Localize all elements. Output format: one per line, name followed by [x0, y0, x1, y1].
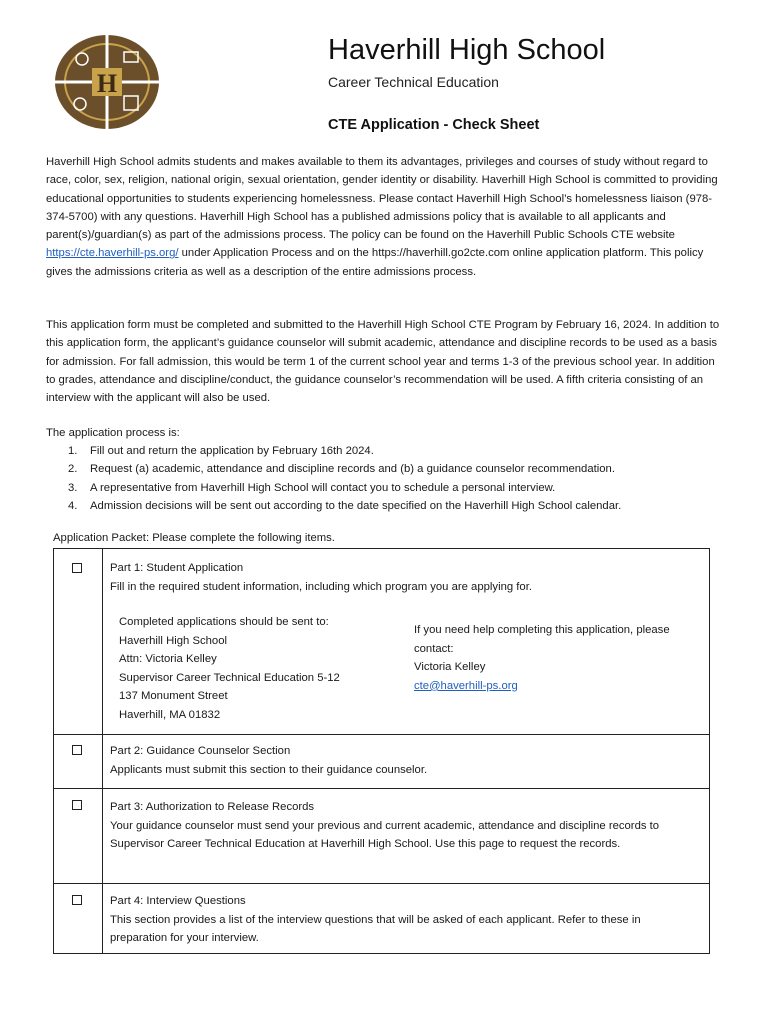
part4-cell: [110, 892, 700, 948]
part1-description: Fill in the required student information, including which program you are applying for.: [110, 580, 532, 593]
cte-website-link[interactable]: https://cte.haverhill-ps.org/: [46, 247, 179, 260]
part3-title: Part 3: Authorization to Release Records: [110, 801, 315, 813]
school-logo: [52, 32, 162, 132]
contact-email-link[interactable]: cte@haverhill-ps.org: [414, 679, 518, 692]
process-label: The application process is:: [46, 427, 180, 439]
part2-cell: [110, 742, 700, 779]
svg-text:H: H: [96, 69, 118, 98]
school-subtitle: Career Technical Education: [328, 74, 499, 90]
part1-cell: [110, 559, 700, 596]
nondiscrimination-paragraph: Haverhill High School admits students and makes available to them its advantages, privileges and courses of study without regard to race, color, sex, religion, national origin, sexual orientation, gender identity or disability. Haverhill High School is committed to providing educational opportunities to students experiencing homelessness. Please contact Haverhill High School’s homelessness liaison (978-374-5700) with any questions. Haverhill High School has a published admissions policy that is available to all applicants and parent(s)/guardian(s) as part of the admissions process. The policy can be found on the Haverhill Public Schools CTE website https://cte.haverhill-ps.org/ under Application Process and on the https://haverhill.go2cte.com online application platform. This policy gives the admissions criteria as well as a description of the entire admissions process.: [46, 156, 718, 278]
list-item: 4. Admission decisions will be sent out according to the date specified on the Haverhill High School calendar.: [68, 499, 622, 512]
row-divider: [54, 883, 709, 884]
row-divider: [54, 734, 709, 735]
list-item: 2. Request (a) academic, attendance and discipline records and (b) a guidance counselor recommendation.: [68, 463, 615, 476]
row-divider: [54, 788, 709, 789]
mailing-address: Completed applications should be sent to: Haverhill High School Attn: Victoria Kelley Supervisor Career Technical Education 5-12 137 Monument Street Haverhill, MA 01832: [119, 616, 340, 721]
part3-description: Your guidance counselor must send your previous and current academic, attendance and discipline records to Supervisor Career Technical Education at Haverhill High School. Use this page to request the records.: [110, 819, 660, 850]
help-contact: If you need help completing this application, please contact: Victoria Kelley cte@haverhill-ps.org: [414, 621, 704, 695]
list-item: 1. Fill out and return the application by February 16th 2024.: [68, 445, 374, 457]
list-item: 3. A representative from Haverhill High School will contact you to schedule a personal interview.: [68, 481, 556, 494]
part2-title: Part 2: Guidance Counselor Section: [110, 745, 291, 757]
part3-cell: [110, 798, 700, 854]
part4-checkbox[interactable]: [72, 895, 82, 905]
part2-description: Applicants must submit this section to their guidance counselor.: [110, 763, 428, 776]
part1-checkbox[interactable]: [72, 563, 82, 573]
part4-title: Part 4: Interview Questions: [110, 895, 246, 907]
deadline-paragraph: This application form must be completed and submitted to the Haverhill High School CTE Program by February 16, 2024. In addition to this application form, the applicant’s guidance counselor will submit academic, attendance and discipline records to be used as a basis for admission. For fall admission, this would be term 1 of the current school year and terms 1-3 of the previous school year. In addition to grades, attendance and discipline/conduct, the guidance counselor’s recommendation will be used. A fifth criteria consisting of an interview with the applicant will also be used.: [46, 319, 720, 405]
column-divider: [102, 549, 103, 953]
part2-checkbox[interactable]: [72, 745, 82, 755]
part4-description: This section provides a list of the interview questions that will be asked of each applicant. Refer to these in preparation for your interview.: [110, 913, 641, 944]
part1-title: Part 1: Student Application: [110, 562, 244, 574]
part3-checkbox[interactable]: [72, 800, 82, 810]
document-title: CTE Application - Check Sheet: [328, 117, 540, 133]
packet-label: Application Packet: Please complete the following items.: [53, 532, 335, 544]
process-steps: [46, 442, 736, 515]
school-title: Haverhill High School: [328, 34, 606, 66]
packet-checklist-table: [53, 548, 710, 954]
